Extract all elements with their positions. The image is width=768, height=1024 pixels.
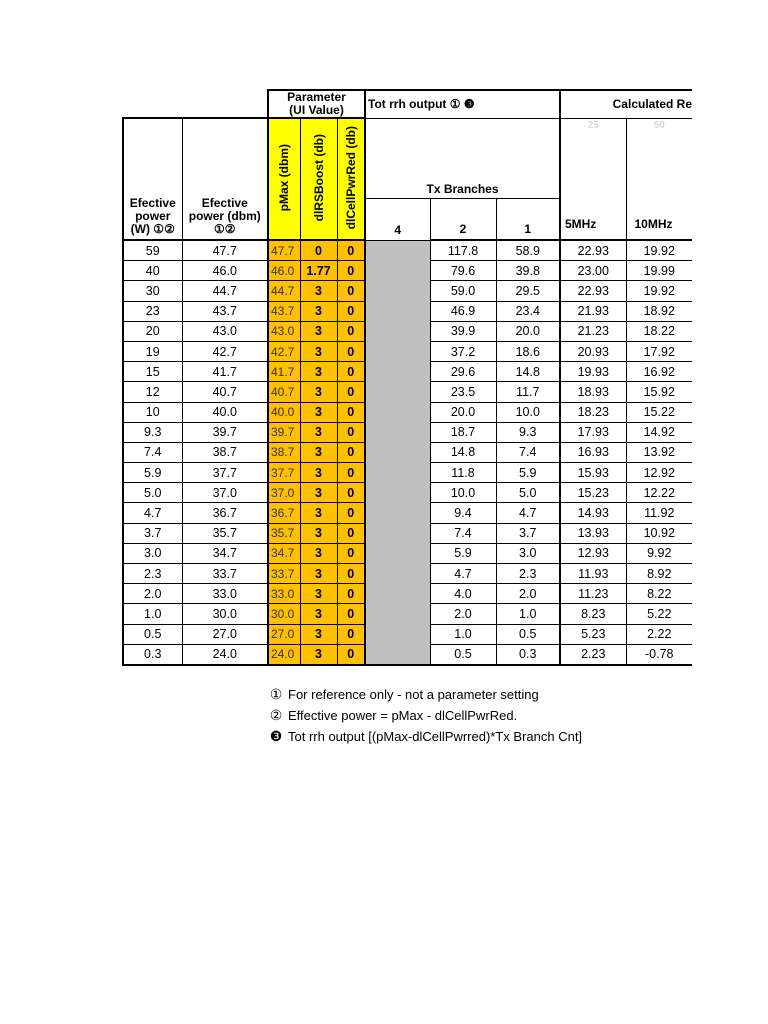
mhz10-cell: 19.92	[626, 281, 692, 301]
branch-2-cell: 4.0	[430, 584, 496, 604]
dlcellpwrred-cell: 0	[337, 543, 365, 563]
mhz5-cell: 12.93	[560, 543, 626, 563]
effective-power-dbm-cell: 38.7	[182, 442, 268, 462]
pmax-header: pMax (dbm)	[268, 118, 300, 240]
pmax-cell: 43.7	[268, 301, 300, 321]
blank-corner	[123, 90, 268, 118]
branch-1-cell: 11.7	[496, 382, 560, 402]
mhz5-cell: 14.93	[560, 503, 626, 523]
branch-1-cell: 7.4	[496, 442, 560, 462]
mhz10-cell: 5.22	[626, 604, 692, 624]
effective-power-dbm-cell: 43.0	[182, 321, 268, 341]
mhz5-cell: 5.23	[560, 624, 626, 644]
effective-power-dbm-cell: 24.0	[182, 644, 268, 665]
power-table	[122, 89, 692, 666]
branch-2-cell: 2.0	[430, 604, 496, 624]
dlcellpwrred-cell: 0	[337, 382, 365, 402]
branch-1-cell: 18.6	[496, 341, 560, 361]
effective-power-w-header: Efective power (W) ①②	[123, 118, 182, 240]
table-row	[123, 240, 692, 261]
footnote-1: ① For reference only - not a parameter setting	[269, 686, 539, 702]
dlcellpwrred-cell: 0	[337, 624, 365, 644]
power-table-container	[122, 89, 692, 666]
mhz10-header	[626, 118, 692, 240]
mhz5-cell: 19.93	[560, 362, 626, 382]
dlcellpwrred-cell: 0	[337, 604, 365, 624]
branch-2-cell: 11.8	[430, 463, 496, 483]
dlcellpwrred-cell: 0	[337, 523, 365, 543]
circled-one-icon: ①	[269, 686, 283, 702]
branch-1-cell: 10.0	[496, 402, 560, 422]
mhz5-cell: 13.93	[560, 523, 626, 543]
branch-1-cell: 29.5	[496, 281, 560, 301]
dlcellpwrred-cell: 0	[337, 281, 365, 301]
calculated-header: Calculated Re	[560, 90, 692, 118]
dlrsboost-cell: 3	[300, 564, 337, 584]
branch-2-cell: 14.8	[430, 442, 496, 462]
pmax-cell: 24.0	[268, 644, 300, 665]
effective-power-w-cell: 12	[123, 382, 182, 402]
effective-power-w-cell: 3.0	[123, 543, 182, 563]
tx-branches-header: Tx Branches	[365, 118, 560, 198]
dlrsboost-cell: 3	[300, 483, 337, 503]
effective-power-dbm-cell: 41.7	[182, 362, 268, 382]
branch-1-cell: 0.3	[496, 644, 560, 665]
mhz10-cell: 9.92	[626, 543, 692, 563]
dlrsboost-cell: 3	[300, 362, 337, 382]
dlcellpwrred-cell: 0	[337, 564, 365, 584]
dlcellpwrred-cell: 0	[337, 402, 365, 422]
branch-1-cell: 5.9	[496, 463, 560, 483]
effective-power-w-cell: 59	[123, 240, 182, 261]
effective-power-dbm-cell: 33.0	[182, 584, 268, 604]
mhz10-cell: -0.78	[626, 644, 692, 665]
effective-power-w-cell: 4.7	[123, 503, 182, 523]
effective-power-dbm-cell: 40.7	[182, 382, 268, 402]
mhz10-cell: 8.22	[626, 584, 692, 604]
branch-1-cell: 5.0	[496, 483, 560, 503]
effective-power-w-cell: 0.5	[123, 624, 182, 644]
mhz5-cell: 22.93	[560, 240, 626, 261]
branch-1-cell: 39.8	[496, 261, 560, 281]
branch-1-cell: 20.0	[496, 321, 560, 341]
mhz5-cell: 21.93	[560, 301, 626, 321]
effective-power-w-cell: 30	[123, 281, 182, 301]
dlcellpwrred-cell: 0	[337, 422, 365, 442]
effective-power-w-cell: 40	[123, 261, 182, 281]
branch-1-cell: 9.3	[496, 422, 560, 442]
branch-2-cell: 29.6	[430, 362, 496, 382]
dlcellpwrred-cell: 0	[337, 341, 365, 361]
mhz5-header	[560, 118, 626, 240]
dlrsboost-cell: 3	[300, 382, 337, 402]
dlrsboost-cell: 3	[300, 422, 337, 442]
mhz5-cell: 2.23	[560, 644, 626, 665]
dlrsboost-cell: 0	[300, 240, 337, 261]
pmax-cell: 41.7	[268, 362, 300, 382]
branch-1-cell: 23.4	[496, 301, 560, 321]
dlcellpwrred-cell: 0	[337, 644, 365, 665]
effective-power-dbm-cell: 43.7	[182, 301, 268, 321]
mhz5-cell: 23.00	[560, 261, 626, 281]
branch-1-cell: 3.7	[496, 523, 560, 543]
dlcellpwrred-cell: 0	[337, 483, 365, 503]
branch-2-cell: 23.5	[430, 382, 496, 402]
footnotes	[268, 684, 582, 747]
dlcellpwrred-header: dlCellPwrRed (db)	[337, 118, 365, 240]
dlrsboost-cell: 3	[300, 644, 337, 665]
dlrsboost-cell: 3	[300, 402, 337, 422]
effective-power-dbm-cell: 46.0	[182, 261, 268, 281]
dlrsboost-cell: 3	[300, 341, 337, 361]
pmax-cell: 34.7	[268, 543, 300, 563]
effective-power-dbm-header: Efective power (dbm) ①②	[182, 118, 268, 240]
effective-power-w-cell: 7.4	[123, 442, 182, 462]
branch-2-cell: 9.4	[430, 503, 496, 523]
pmax-cell: 47.7	[268, 240, 300, 261]
branch-1-cell: 3.0	[496, 543, 560, 563]
dlrsboost-header: dlRSBoost (db)	[300, 118, 337, 240]
mhz10-cell: 8.92	[626, 564, 692, 584]
branch-1-cell: 0.5	[496, 624, 560, 644]
mhz5-label: 5MHz	[565, 216, 597, 231]
branch-2-cell: 18.7	[430, 422, 496, 442]
dlrsboost-cell: 3	[300, 584, 337, 604]
effective-power-dbm-cell: 33.7	[182, 564, 268, 584]
branch-1-cell: 14.8	[496, 362, 560, 382]
branch-1-cell: 2.3	[496, 564, 560, 584]
dlrsboost-cell: 3	[300, 301, 337, 321]
effective-power-w-cell: 5.0	[123, 483, 182, 503]
dlcellpwrred-cell: 0	[337, 240, 365, 261]
effective-power-dbm-cell: 40.0	[182, 402, 268, 422]
dlrsboost-cell: 3	[300, 543, 337, 563]
branch-1-cell: 2.0	[496, 584, 560, 604]
dlrsboost-cell: 3	[300, 442, 337, 462]
dlcellpwrred-cell: 0	[337, 503, 365, 523]
branch-2-cell: 10.0	[430, 483, 496, 503]
dlcellpwrred-cell: 0	[337, 584, 365, 604]
effective-power-dbm-cell: 35.7	[182, 523, 268, 543]
dlrsboost-cell: 3	[300, 523, 337, 543]
mhz10-cell: 11.92	[626, 503, 692, 523]
pmax-cell: 30.0	[268, 604, 300, 624]
effective-power-w-cell: 0.3	[123, 644, 182, 665]
mhz5-cell: 21.23	[560, 321, 626, 341]
effective-power-dbm-cell: 47.7	[182, 240, 268, 261]
mhz10-cell: 13.92	[626, 442, 692, 462]
dlcellpwrred-cell: 0	[337, 261, 365, 281]
dlcellpwrred-cell: 0	[337, 463, 365, 483]
branch-4-cell	[365, 240, 430, 665]
dlrsboost-cell: 3	[300, 503, 337, 523]
effective-power-dbm-cell: 42.7	[182, 341, 268, 361]
mhz5-cell: 16.93	[560, 442, 626, 462]
pmax-cell: 46.0	[268, 261, 300, 281]
effective-power-w-cell: 9.3	[123, 422, 182, 442]
branch-2-cell: 39.9	[430, 321, 496, 341]
dlrsboost-cell: 3	[300, 624, 337, 644]
tot-rrh-output-header: Tot rrh output ① ❸	[365, 90, 560, 118]
effective-power-w-cell: 20	[123, 321, 182, 341]
header-row-mid	[123, 118, 692, 198]
faint-50-label: 50	[653, 119, 665, 131]
footnote-3: ❸ Tot rrh output [(pMax-dlCellPwrred)*Tx Branch Cnt]	[269, 728, 583, 744]
dlrsboost-cell: 3	[300, 321, 337, 341]
dlcellpwrred-cell: 0	[337, 321, 365, 341]
pmax-cell: 36.7	[268, 503, 300, 523]
pmax-cell: 37.7	[268, 463, 300, 483]
filled-circled-three-icon: ❸	[269, 728, 283, 744]
mhz5-cell: 15.93	[560, 463, 626, 483]
pmax-cell: 39.7	[268, 422, 300, 442]
effective-power-w-cell: 15	[123, 362, 182, 382]
effective-power-w-cell: 5.9	[123, 463, 182, 483]
pmax-cell: 27.0	[268, 624, 300, 644]
pmax-cell: 40.7	[268, 382, 300, 402]
pmax-cell: 44.7	[268, 281, 300, 301]
mhz5-cell: 11.93	[560, 564, 626, 584]
effective-power-dbm-cell: 39.7	[182, 422, 268, 442]
effective-power-dbm-cell: 37.7	[182, 463, 268, 483]
mhz5-cell: 18.23	[560, 402, 626, 422]
mhz5-cell: 18.93	[560, 382, 626, 402]
branch-2-header: 2	[430, 198, 496, 240]
branch-1-header: 1	[496, 198, 560, 240]
branch-2-cell: 46.9	[430, 301, 496, 321]
footnote-2: ② Effective power = pMax - dlCellPwrRed.	[269, 707, 518, 723]
parameter-label: Parameter	[287, 90, 346, 104]
mhz10-cell: 12.92	[626, 463, 692, 483]
faint-25-label: 25	[587, 119, 599, 131]
dlrsboost-cell: 3	[300, 463, 337, 483]
branch-2-cell: 37.2	[430, 341, 496, 361]
dlcellpwrred-cell: 0	[337, 362, 365, 382]
effective-power-w-cell: 23	[123, 301, 182, 321]
mhz10-cell: 18.22	[626, 321, 692, 341]
branch-2-cell: 4.7	[430, 564, 496, 584]
pmax-cell: 37.0	[268, 483, 300, 503]
effective-power-dbm-cell: 36.7	[182, 503, 268, 523]
effective-power-w-cell: 1.0	[123, 604, 182, 624]
effective-power-dbm-cell: 44.7	[182, 281, 268, 301]
effective-power-dbm-cell: 37.0	[182, 483, 268, 503]
ui-value-label: (UI Value)	[289, 103, 344, 117]
mhz10-cell: 17.92	[626, 341, 692, 361]
branch-1-cell: 4.7	[496, 503, 560, 523]
branch-1-cell: 1.0	[496, 604, 560, 624]
branch-2-cell: 79.6	[430, 261, 496, 281]
effective-power-w-cell: 2.3	[123, 564, 182, 584]
mhz5-cell: 17.93	[560, 422, 626, 442]
effective-power-dbm-cell: 27.0	[182, 624, 268, 644]
branch-2-cell: 7.4	[430, 523, 496, 543]
branch-2-cell: 1.0	[430, 624, 496, 644]
effective-power-w-cell: 19	[123, 341, 182, 361]
mhz10-cell: 18.92	[626, 301, 692, 321]
mhz5-cell: 11.23	[560, 584, 626, 604]
branch-2-cell: 5.9	[430, 543, 496, 563]
branch-2-cell: 117.8	[430, 240, 496, 261]
pmax-cell: 35.7	[268, 523, 300, 543]
mhz10-cell: 12.22	[626, 483, 692, 503]
pmax-cell: 43.0	[268, 321, 300, 341]
mhz10-label: 10MHz	[634, 216, 673, 231]
dlrsboost-cell: 1.77	[300, 261, 337, 281]
effective-power-dbm-cell: 30.0	[182, 604, 268, 624]
effective-power-dbm-cell: 34.7	[182, 543, 268, 563]
mhz5-cell: 8.23	[560, 604, 626, 624]
mhz5-cell: 22.93	[560, 281, 626, 301]
effective-power-w-cell: 2.0	[123, 584, 182, 604]
pmax-cell: 40.0	[268, 402, 300, 422]
branch-2-cell: 0.5	[430, 644, 496, 665]
mhz10-cell: 19.92	[626, 240, 692, 261]
pmax-cell: 33.0	[268, 584, 300, 604]
mhz10-cell: 14.92	[626, 422, 692, 442]
dlcellpwrred-cell: 0	[337, 301, 365, 321]
pmax-cell: 42.7	[268, 341, 300, 361]
branch-1-cell: 58.9	[496, 240, 560, 261]
mhz10-cell: 10.92	[626, 523, 692, 543]
dlrsboost-cell: 3	[300, 281, 337, 301]
effective-power-w-cell: 10	[123, 402, 182, 422]
mhz10-cell: 16.92	[626, 362, 692, 382]
mhz5-cell: 15.23	[560, 483, 626, 503]
mhz10-cell: 15.22	[626, 402, 692, 422]
dlcellpwrred-cell: 0	[337, 442, 365, 462]
pmax-cell: 33.7	[268, 564, 300, 584]
branch-4-header: 4	[365, 198, 430, 240]
parameter-header	[268, 90, 365, 118]
effective-power-w-cell: 3.7	[123, 523, 182, 543]
header-row-top	[123, 90, 692, 118]
dlrsboost-cell: 3	[300, 604, 337, 624]
branch-2-cell: 59.0	[430, 281, 496, 301]
circled-two-icon: ②	[269, 707, 283, 723]
mhz10-cell: 15.92	[626, 382, 692, 402]
branch-2-cell: 20.0	[430, 402, 496, 422]
mhz5-cell: 20.93	[560, 341, 626, 361]
mhz10-cell: 19.99	[626, 261, 692, 281]
pmax-cell: 38.7	[268, 442, 300, 462]
mhz10-cell: 2.22	[626, 624, 692, 644]
